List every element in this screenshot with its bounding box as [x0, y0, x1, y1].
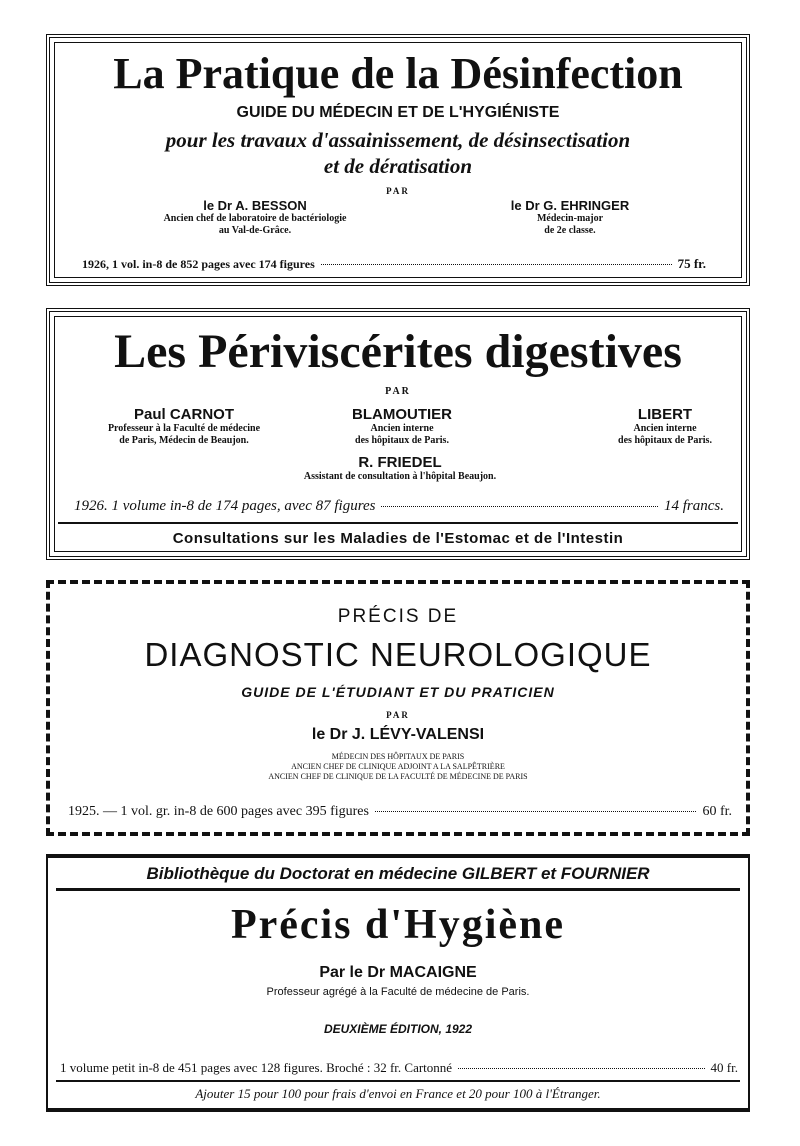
ad3-creds	[50, 752, 746, 782]
leader-dots	[321, 264, 672, 265]
leader-dots	[381, 506, 658, 507]
ad2-footer: Consultations sur les Maladies de l'Estomac et de l'Intestin	[172, 530, 624, 547]
ad1-par: PAR	[386, 186, 410, 196]
ad2-title: Les Périviscérites digestives	[114, 325, 682, 378]
ad4-series: Bibliothèque du Doctorat en médecine GILBERT et FOURNIER	[146, 864, 650, 883]
ad1-pub: 1926, 1 vol. in-8 de 852 pages avec 174 figures	[82, 257, 315, 271]
ad2-author4	[230, 454, 570, 483]
ad2-author1-name: Paul CARNOT	[133, 406, 234, 423]
ad2-author1-line2: de Paris, Médecin de Beaujon.	[119, 435, 249, 446]
ad2-author2-line2: des hôpitaux de Paris.	[355, 435, 449, 446]
ad3-price: 60 fr.	[702, 804, 732, 819]
ad2-author3-line1: Ancien interne	[633, 423, 697, 434]
ad1-author2	[460, 198, 680, 237]
ad2-author4-name: R. FRIEDEL	[358, 454, 442, 471]
ad3-cred1: MÉDECIN DES HÔPITAUX DE PARIS	[331, 752, 465, 761]
ad-periviscerites	[46, 308, 750, 560]
ad2-author1-line1: Professeur à la Faculté de médecine	[107, 423, 261, 434]
ad3-cred3: ANCIEN CHEF DE CLINIQUE DE LA FACULTÉ DE MÉDECINE DE PARIS	[268, 772, 528, 781]
ad4-edition: DEUXIÈME ÉDITION, 1922	[323, 1022, 473, 1036]
ad1-title: La Pratique de la Désinfection	[113, 49, 683, 98]
ad3-title: DIAGNOSTIC NEUROLOGIQUE	[144, 636, 652, 673]
divider	[58, 522, 738, 524]
ad1-author1	[110, 198, 400, 237]
ad1-pub-line	[82, 256, 706, 272]
ad2-author2-name: BLAMOUTIER	[352, 406, 452, 423]
ad3-pub: 1925. — 1 vol. gr. in-8 de 600 pages avec 395 figures	[68, 804, 369, 819]
ad3-pretitle: PRÉCIS DE	[337, 606, 459, 627]
ad3-pub-line	[68, 804, 732, 820]
ad2-author3-line2: des hôpitaux de Paris.	[618, 435, 712, 446]
ad1-author1-line1: Ancien chef de laboratoire de bactériologie	[163, 213, 347, 224]
divider	[56, 1080, 740, 1082]
ad3-par: PAR	[386, 710, 410, 720]
ad2-price: 14 francs.	[664, 498, 724, 514]
leader-dots	[458, 1068, 704, 1069]
ad-precis-hygiene	[46, 854, 750, 1112]
ad2-author1	[64, 406, 304, 447]
ad4-title: Précis d'Hygiène	[230, 902, 566, 948]
ad3-author: le Dr J. LÉVY-VALENSI	[311, 726, 485, 743]
ad1-author2-line1: Médecin-major	[536, 213, 604, 224]
ad2-pub: 1926. 1 volume in-8 de 174 pages, avec 87 figures	[74, 498, 376, 514]
ad2-author2-line1: Ancien interne	[370, 423, 434, 434]
ad4-pub-line	[60, 1060, 738, 1076]
ad2-author3	[590, 406, 740, 447]
ad-diagnostic-neurologique	[46, 580, 750, 836]
ad1-author1-name: le Dr A. BESSON	[203, 198, 307, 213]
ad1-author2-line2: de 2e classe.	[544, 225, 596, 236]
ad2-pub-line	[74, 498, 724, 515]
ad4-author: Par le Dr MACAIGNE	[319, 964, 477, 981]
ad4-footer: Ajouter 15 pour 100 pour frais d'envoi en France et 20 pour 100 à l'Étranger.	[195, 1086, 601, 1101]
ad1-author1-line2: au Val-de-Grâce.	[218, 225, 292, 236]
ad2-author2	[312, 406, 492, 447]
ad4-price: 40 fr.	[710, 1060, 738, 1075]
ad1-price: 75 fr.	[677, 256, 706, 271]
ad1-subtitle: GUIDE DU MÉDECIN ET DE L'HYGIÉNISTE	[236, 104, 560, 121]
ad1-desc-line2: et de dératisation	[323, 154, 473, 178]
ad4-pub: 1 volume petit in-8 de 451 pages avec 128 figures. Broché : 32 fr. Cartonné	[60, 1060, 453, 1075]
ad2-author3-name: LIBERT	[637, 406, 693, 423]
ad1-author2-name: le Dr G. EHRINGER	[510, 198, 630, 213]
ad3-cred2: ANCIEN CHEF DE CLINIQUE ADJOINT A LA SALPÊTRIÈRE	[291, 762, 505, 771]
ad2-par: PAR	[385, 386, 411, 397]
leader-dots	[375, 811, 696, 812]
ad-desinfection	[46, 34, 750, 286]
divider	[56, 888, 740, 891]
ad3-subtitle: GUIDE DE L'ÉTUDIANT ET DU PRATICIEN	[241, 684, 555, 700]
ad4-cred: Professeur agrégé à la Faculté de médecine de Paris.	[266, 986, 530, 998]
ad1-desc-line1: pour les travaux d'assainissement, de désinsectisation	[165, 128, 631, 152]
ad2-author4-line1: Assistant de consultation à l'hôpital Beaujon.	[303, 471, 497, 482]
